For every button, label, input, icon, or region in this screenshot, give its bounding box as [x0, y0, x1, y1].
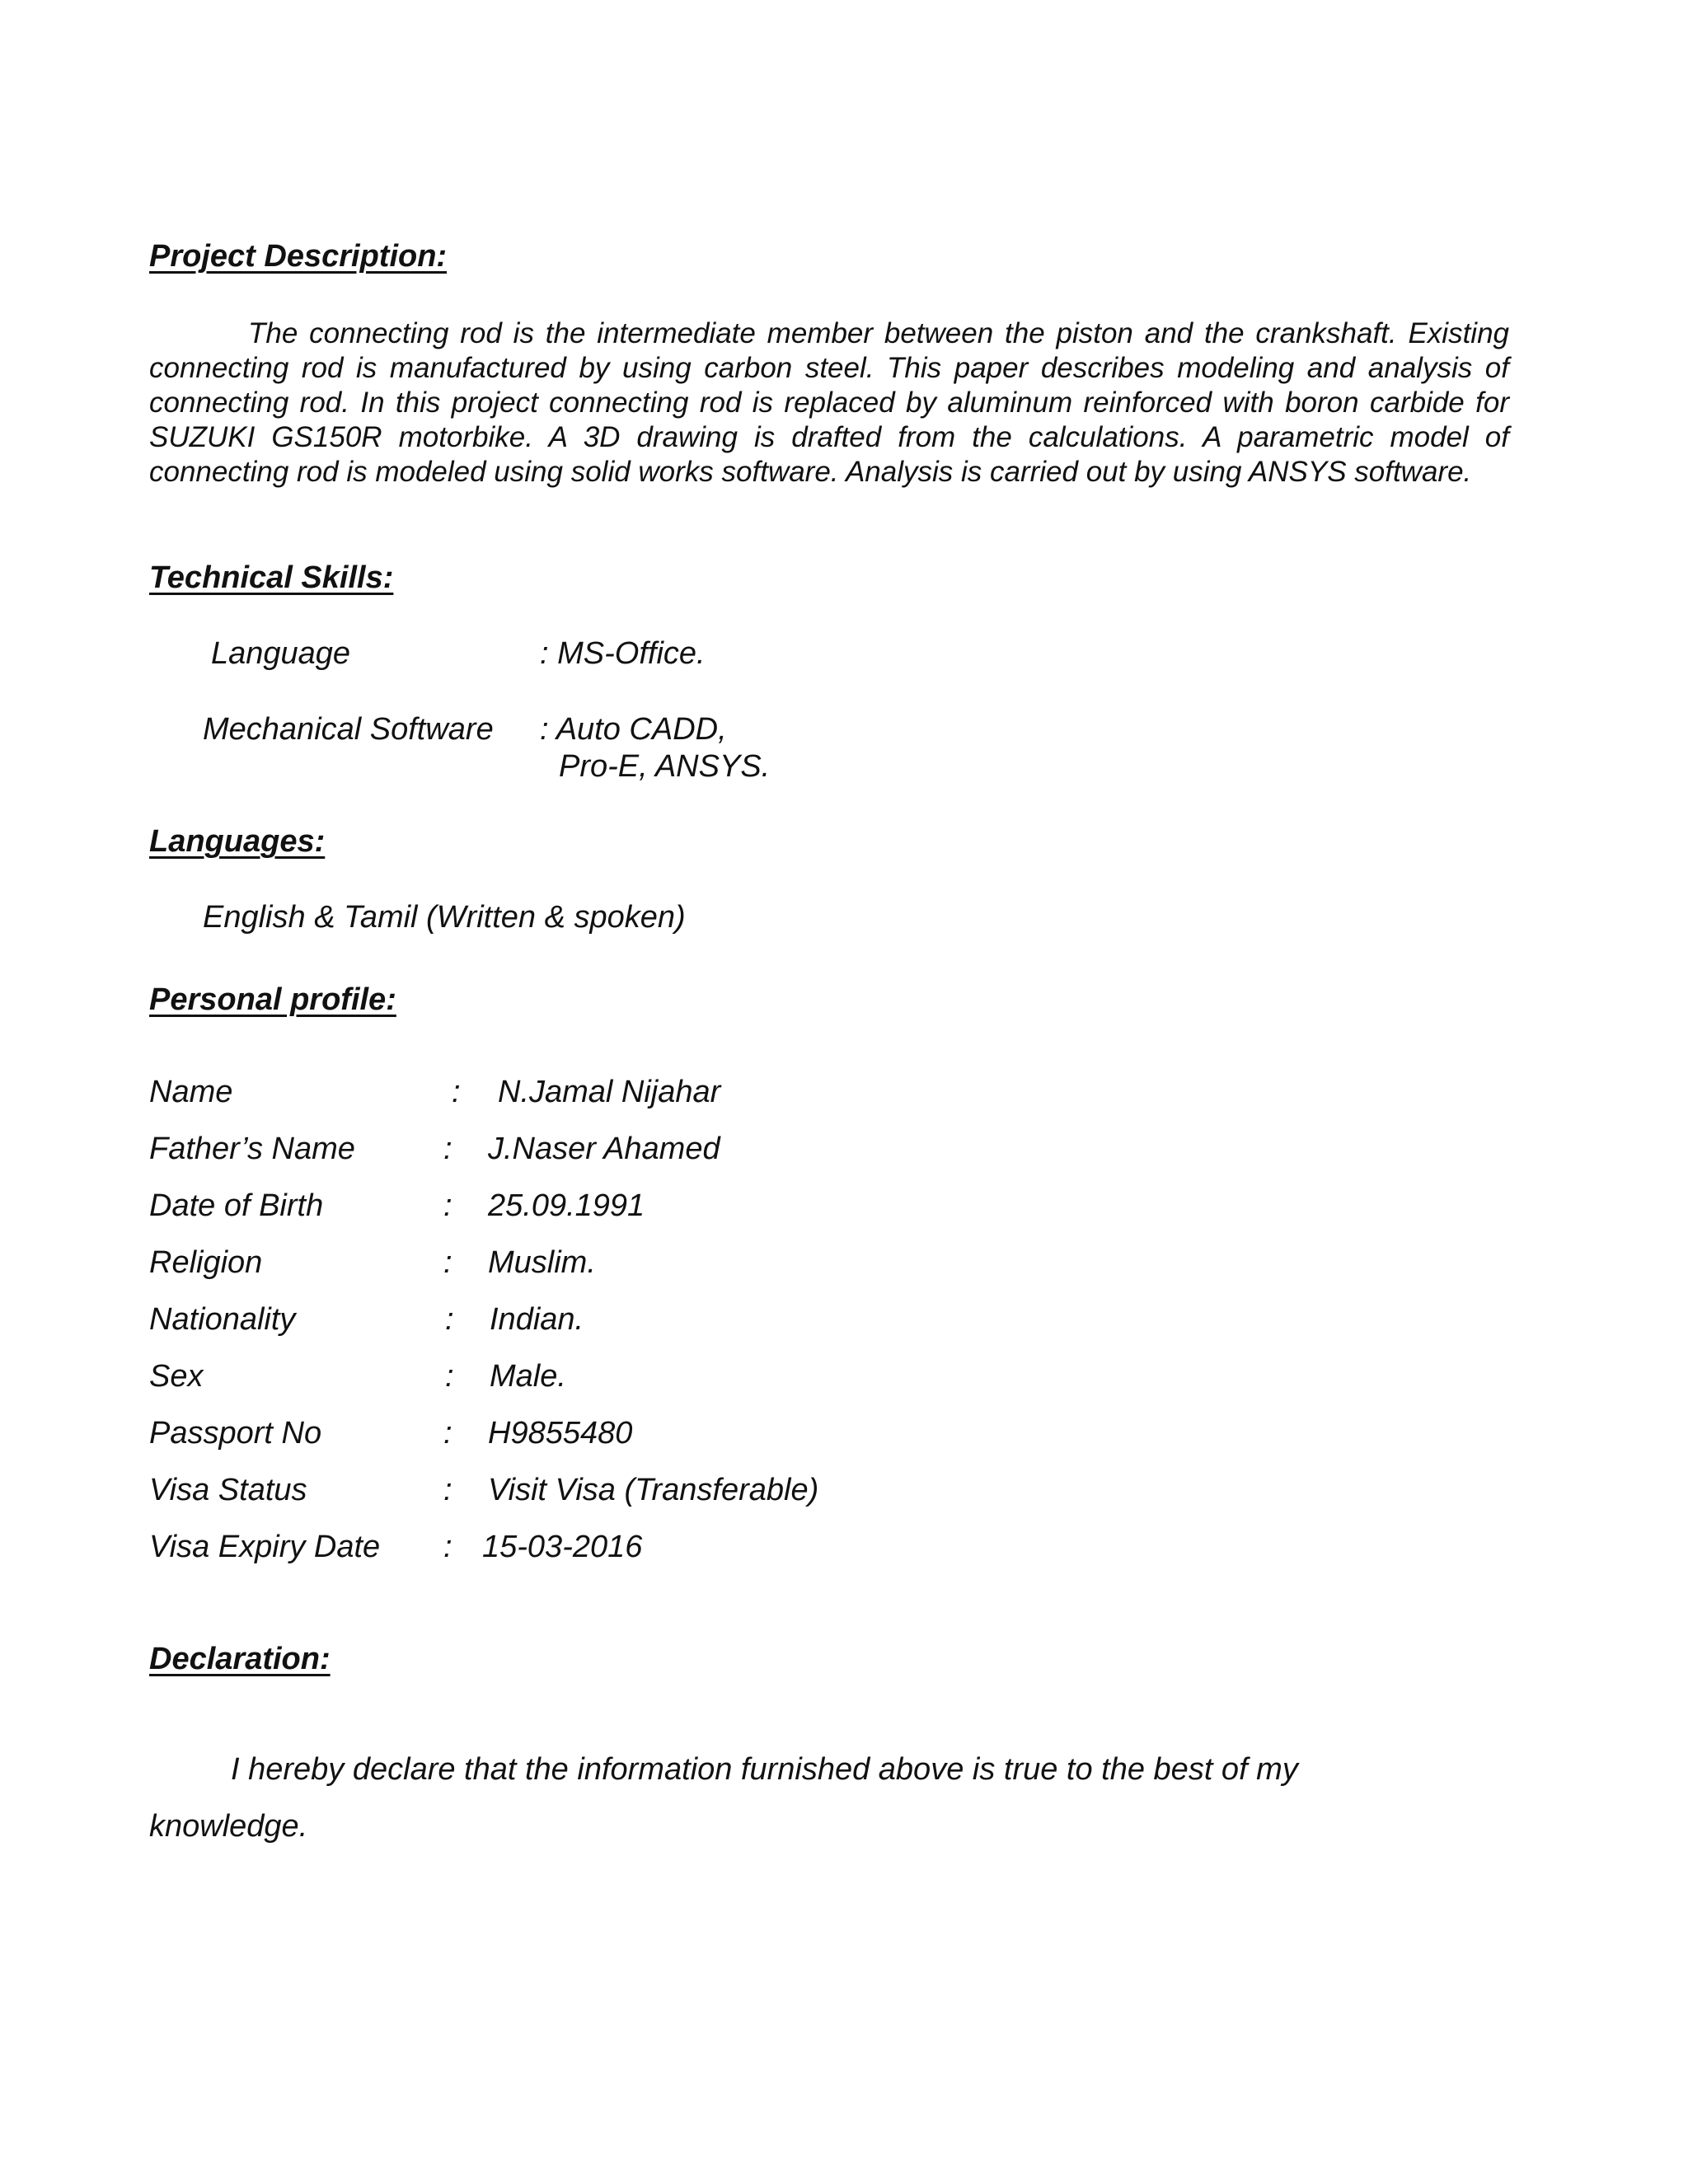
profile-label-visa-status: Visa Status [149, 1473, 307, 1507]
profile-colon: : [443, 1530, 452, 1564]
profile-label-fathers-name: Father’s Name [149, 1132, 355, 1166]
profile-value-name: N.Jamal Nijahar [498, 1075, 721, 1109]
skill-value-language: : MS-Office. [540, 636, 706, 671]
profile-colon: : [443, 1416, 452, 1451]
project-description-heading: Project Description: [149, 239, 448, 274]
profile-label-visa-expiry-date: Visa Expiry Date [149, 1530, 381, 1564]
languages-text: English & Tamil (Written & spoken) [203, 900, 686, 935]
profile-colon: : [445, 1359, 454, 1394]
skill-label-language: Language [211, 636, 351, 671]
declaration-heading: Declaration: [149, 1642, 331, 1676]
profile-value-passport-no: H9855480 [488, 1416, 633, 1451]
profile-label-religion: Religion [149, 1245, 263, 1280]
profile-value-nationality: Indian. [490, 1302, 584, 1337]
declaration-line-2: knowledge. [149, 1809, 308, 1844]
profile-value-sex: Male. [490, 1359, 566, 1394]
declaration-line-1: I hereby declare that the information furnished above is true to the best of my [231, 1752, 1298, 1787]
profile-colon: : [443, 1132, 452, 1166]
profile-label-passport-no: Passport No [149, 1416, 322, 1451]
profile-colon: : [445, 1302, 454, 1337]
skill-value-mechanical-software-cont: Pro-E, ANSYS. [559, 749, 771, 784]
profile-label-nationality: Nationality [149, 1302, 296, 1337]
profile-value-fathers-name: J.Naser Ahamed [488, 1132, 720, 1166]
skill-label-mechanical-software: Mechanical Software [203, 712, 494, 747]
profile-label-name: Name [149, 1075, 233, 1109]
profile-label-sex: Sex [149, 1359, 204, 1394]
profile-value-visa-status: Visit Visa (Transferable) [488, 1473, 819, 1507]
technical-skills-heading: Technical Skills: [149, 560, 394, 595]
profile-value-visa-expiry-date: 15-03-2016 [482, 1530, 643, 1564]
profile-colon: : [443, 1473, 452, 1507]
profile-value-religion: Muslim. [488, 1245, 596, 1280]
profile-value-date-of-birth: 25.09.1991 [488, 1188, 645, 1223]
languages-heading: Languages: [149, 824, 326, 859]
profile-colon: : [452, 1075, 461, 1109]
profile-label-date-of-birth: Date of Birth [149, 1188, 324, 1223]
project-description-text [149, 316, 1509, 490]
skill-value-mechanical-software: : Auto CADD, [540, 712, 727, 747]
project-description-body: The connecting rod is the intermediate member between the piston and the crankshaft. Existing connecting rod is manufactured by using carbon steel. This paper describes modeling and analysis of connecting rod. In this project connecting rod is replaced by aluminum reinforced with boron carbide for SUZUKI GS150R motorbike. A 3D drawing is drafted from the calculations. A parametric model of connecting rod is modeled using solid works software. Analysis is carried out by using ANSYS software. [149, 317, 1509, 488]
profile-colon: : [443, 1188, 452, 1223]
personal-profile-heading: Personal profile: [149, 982, 396, 1017]
profile-colon: : [443, 1245, 452, 1280]
